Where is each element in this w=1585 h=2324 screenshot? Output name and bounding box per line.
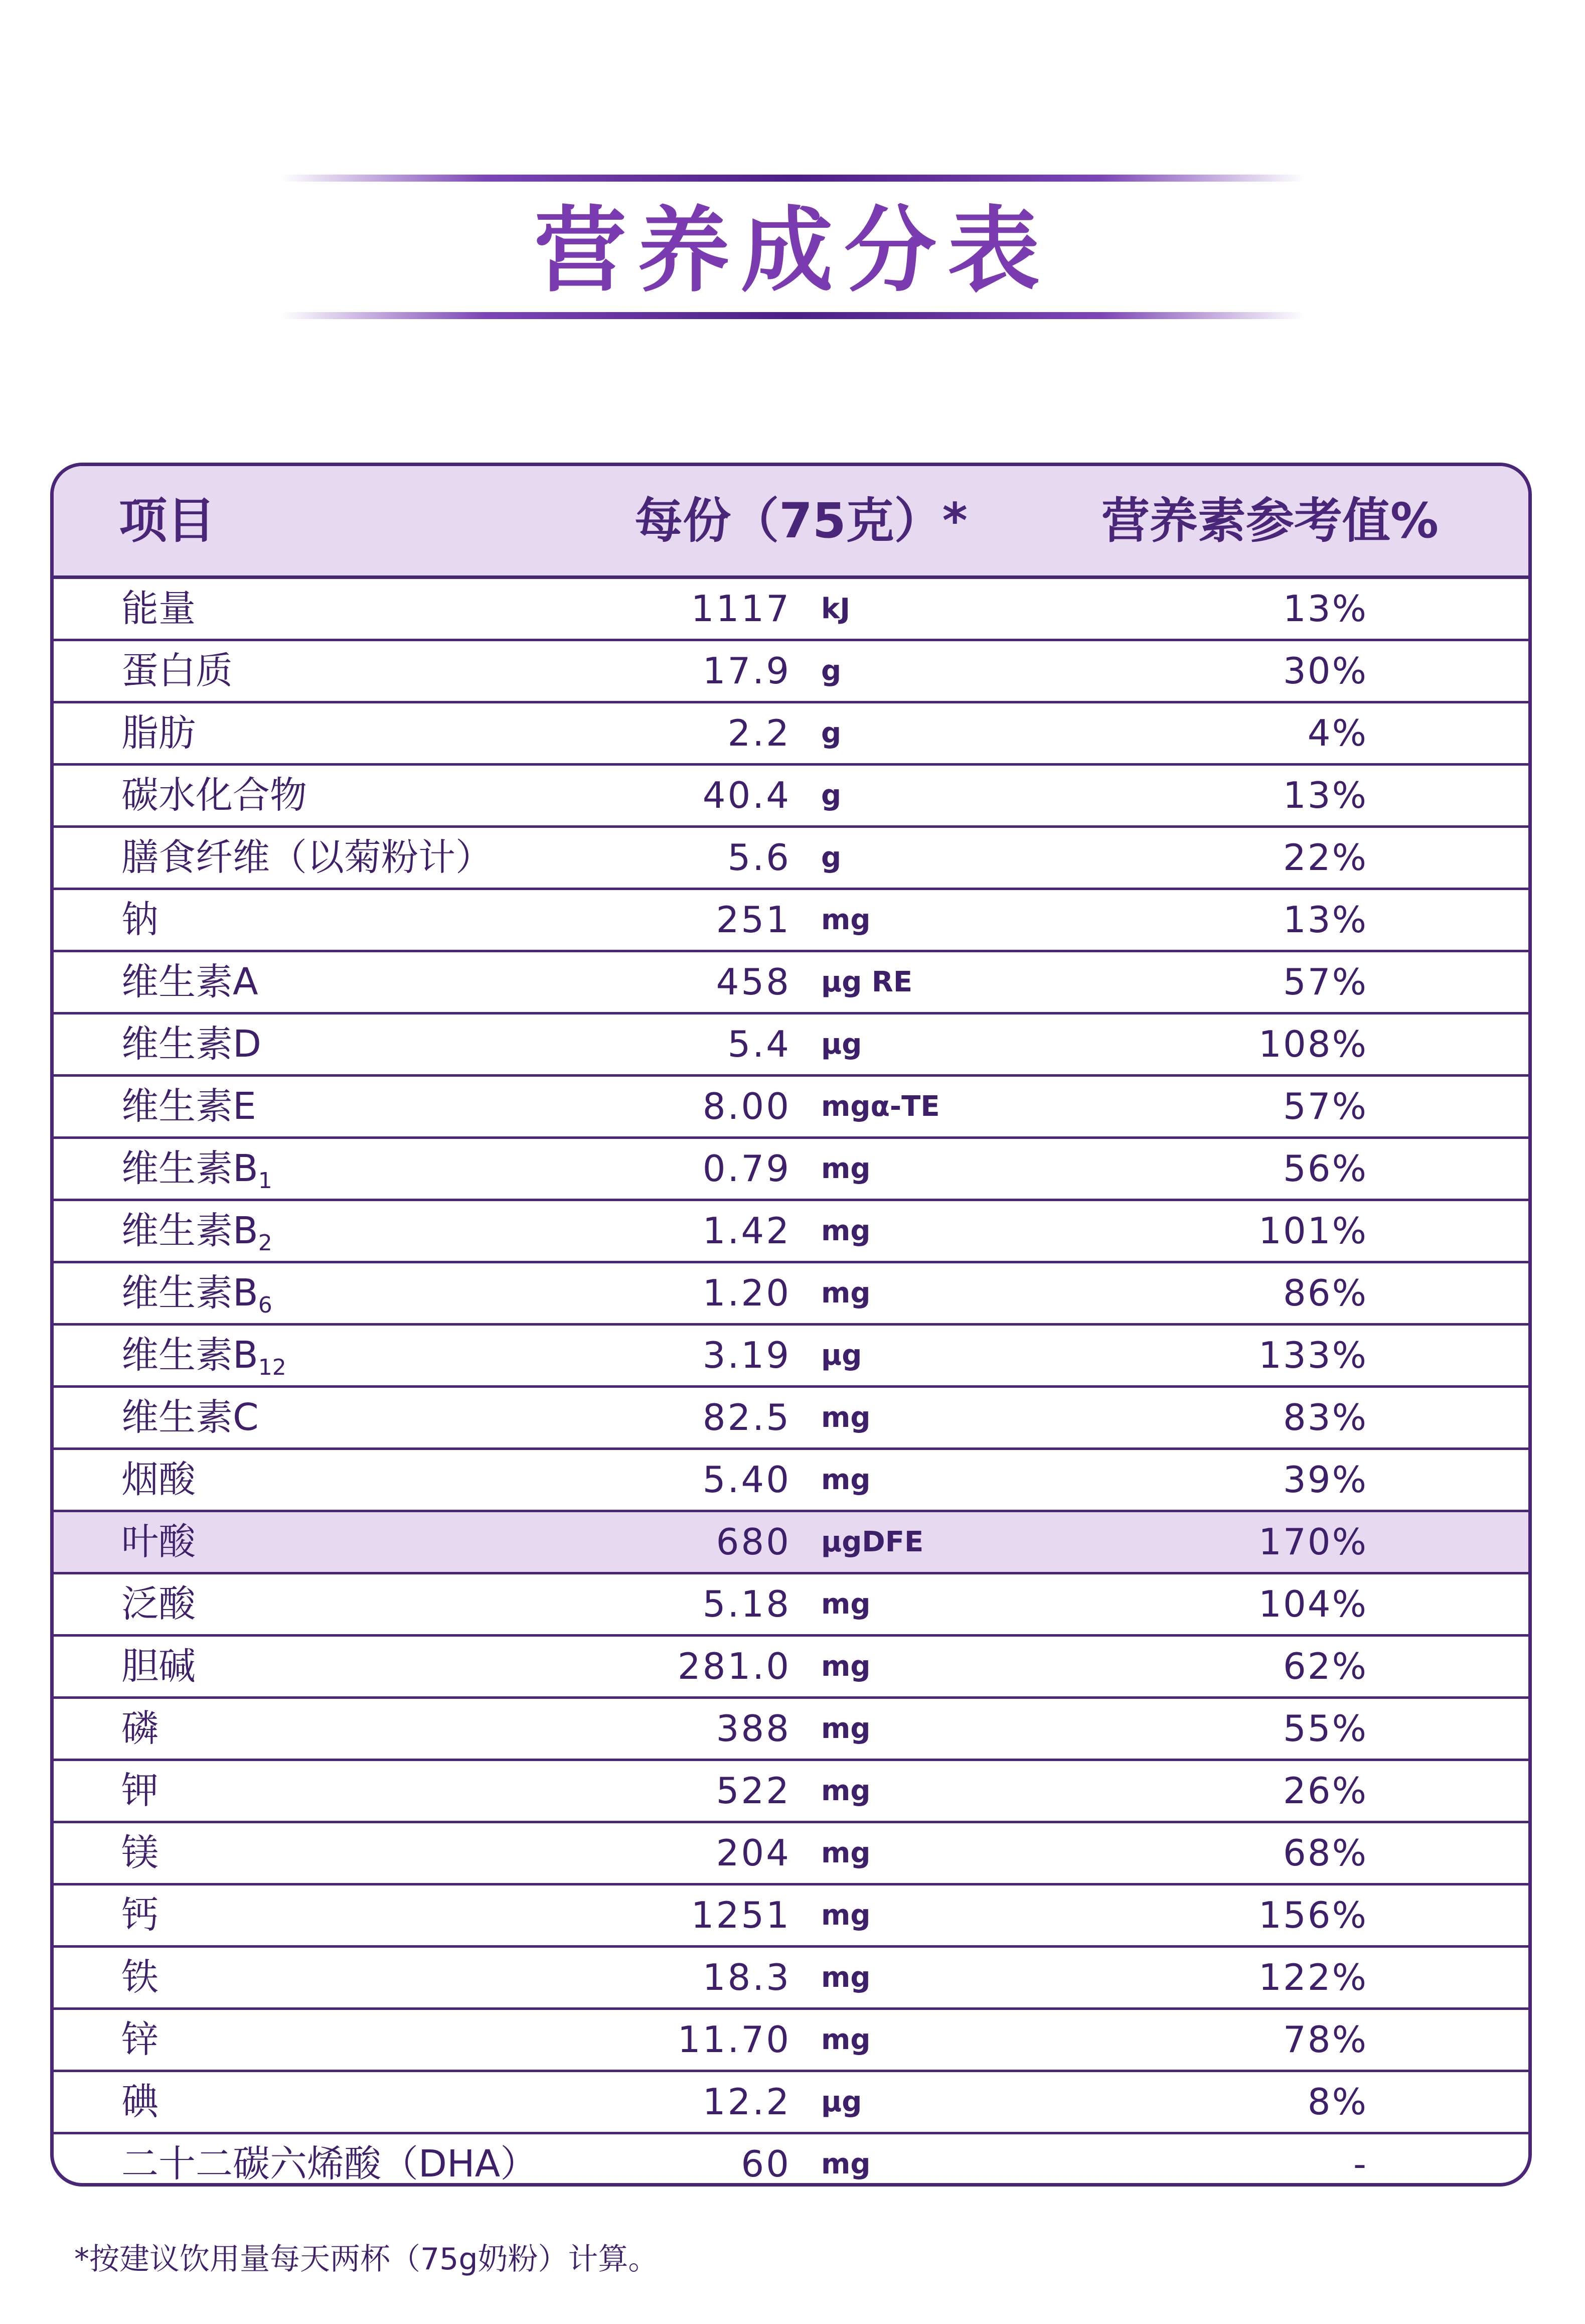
page-title: 营养成分表 (534, 197, 1051, 305)
nutrient-name-text: 钠 (121, 898, 158, 941)
nutrient-name (121, 1139, 272, 1199)
nutrient-unit: mg (821, 1712, 871, 1745)
nutrient-unit: mg (821, 1899, 871, 1932)
nutrient-nrv: 4% (1307, 712, 1368, 754)
nutrient-value: 8.00 (702, 1085, 791, 1127)
table-row (54, 1574, 1528, 1637)
nutrient-nrv: 86% (1283, 1272, 1368, 1314)
table-row (54, 1263, 1528, 1326)
nutrient-value: 17.9 (702, 650, 791, 692)
nutrient-name (121, 703, 196, 763)
table-row (54, 1326, 1528, 1388)
nutrient-value: 1251 (691, 1894, 791, 1936)
nutrient-value: 82.5 (702, 1396, 791, 1438)
table-row (54, 890, 1528, 952)
nutrient-name (121, 1699, 158, 1759)
nutrient-name-text: 烟酸 (121, 1458, 196, 1501)
nutrient-subscript: 1 (258, 1168, 272, 1194)
nutrient-value: 0.79 (702, 1147, 791, 1190)
nutrient-value: 2.2 (727, 712, 791, 754)
nutrient-value: 40.4 (702, 774, 791, 816)
nutrient-nrv: 78% (1283, 2018, 1368, 2061)
header-item: 项目 (119, 493, 215, 549)
nutrient-name (121, 1388, 259, 1447)
nutrient-value: 281.0 (677, 1645, 791, 1687)
table-row (54, 1450, 1528, 1512)
nutrient-value: 458 (716, 961, 791, 1003)
nutrient-name (121, 1326, 286, 1385)
nutrient-name-text: 能量 (121, 587, 196, 630)
nutrient-name-text: 泛酸 (121, 1582, 196, 1626)
nutrient-name (121, 766, 307, 825)
table-row (54, 1201, 1528, 1263)
title-top-rule (281, 175, 1304, 182)
nutrient-unit: mg (821, 1152, 871, 1185)
nutrient-name-text: 锌 (121, 2018, 158, 2061)
nutrient-unit: μgDFE (821, 1526, 924, 1558)
table-row (54, 1948, 1528, 2010)
nutrient-nrv: 104% (1258, 1583, 1368, 1625)
table-row (54, 1699, 1528, 1761)
nutrient-nrv: 68% (1283, 1832, 1368, 1874)
nutrient-name-text: 叶酸 (121, 1520, 196, 1563)
table-row (54, 703, 1528, 766)
nutrient-name (121, 2134, 537, 2187)
nutrient-name (121, 1823, 158, 1883)
nutrient-name-text: 碳水化合物 (121, 774, 307, 817)
nutrient-name (121, 1077, 256, 1136)
table-row (54, 1885, 1528, 1948)
nutrient-name-text: 铁 (121, 1956, 158, 1999)
nutrient-unit: g (821, 779, 842, 812)
nutrient-name-text: 蛋白质 (121, 649, 233, 692)
nutrient-nrv: 156% (1258, 1894, 1368, 1936)
nutrient-unit: g (821, 841, 842, 874)
nutrient-value: 60 (741, 2143, 791, 2185)
nutrient-subscript: 6 (258, 1292, 272, 1318)
footnote: *按建议饮用量每天两杯（75g奶粉）计算。 (74, 2242, 659, 2277)
nutrient-name-text: 碘 (121, 2080, 158, 2123)
nutrient-name-text: 维生素B (121, 1334, 258, 1377)
table-row (54, 2134, 1528, 2187)
nutrient-unit: mg (821, 2023, 871, 2056)
table-row (54, 952, 1528, 1014)
nutrient-nrv: 39% (1283, 1459, 1368, 1501)
nutrient-unit: g (821, 655, 842, 687)
table-row (54, 579, 1528, 641)
nutrient-nrv: 101% (1258, 1210, 1368, 1252)
table-row (54, 2010, 1528, 2072)
nutrient-unit: kJ (821, 593, 851, 625)
nutrient-unit: μg (821, 1339, 862, 1372)
nutrient-name-text: 维生素A (121, 960, 258, 1003)
nutrient-name-text: 镁 (121, 1831, 158, 1874)
nutrition-table (50, 463, 1532, 2187)
nutrient-value: 3.19 (702, 1334, 791, 1376)
nutrient-value: 18.3 (702, 1956, 791, 1998)
nutrient-value: 12.2 (702, 2081, 791, 2123)
nutrient-name-text: 钾 (121, 1769, 158, 1812)
table-row (54, 1823, 1528, 1885)
nutrient-name (121, 828, 493, 888)
nutrient-nrv: 57% (1283, 961, 1368, 1003)
table-row (54, 1014, 1528, 1077)
nutrient-unit: mg (821, 1215, 871, 1247)
nutrient-unit: mg (821, 1961, 871, 1994)
nutrient-name-text: 脂肪 (121, 711, 196, 755)
nutrient-name-text: 磷 (121, 1707, 158, 1750)
table-row (54, 641, 1528, 703)
nutrient-name-text: 膳食纤维（以菊粉计） (121, 836, 493, 879)
nutrient-nrv: 26% (1283, 1770, 1368, 1812)
table-row (54, 1139, 1528, 1201)
nutrient-name-text: 维生素B (121, 1147, 258, 1190)
nutrient-name-text: 维生素B (121, 1271, 258, 1315)
nutrient-nrv: 108% (1258, 1023, 1368, 1065)
nutrient-name (121, 1574, 196, 1634)
nutrient-name (121, 952, 258, 1012)
nutrient-name (121, 641, 233, 701)
header-nrv: 营养素参考值% (1101, 493, 1439, 549)
nutrient-nrv: 56% (1283, 1147, 1368, 1190)
nutrient-unit: mg (821, 1464, 871, 1496)
nutrient-name-text: 维生素B (121, 1209, 258, 1252)
nutrient-value: 1.42 (702, 1210, 791, 1252)
nutrient-name (121, 1885, 158, 1945)
nutrient-nrv: 83% (1283, 1396, 1368, 1438)
nutrient-nrv: 30% (1283, 650, 1368, 692)
nutrient-nrv: 13% (1283, 774, 1368, 816)
table-row (54, 1077, 1528, 1139)
table-header (54, 466, 1528, 579)
nutrient-unit: mg (821, 1401, 871, 1434)
nutrient-name (121, 1761, 158, 1821)
nutrient-value: 1117 (691, 588, 791, 630)
nutrient-nrv: 122% (1258, 1956, 1368, 1998)
table-row (54, 1388, 1528, 1450)
nutrient-subscript: 12 (258, 1355, 286, 1380)
nutrient-name-text: 胆碱 (121, 1645, 196, 1688)
nutrient-unit: mg (821, 904, 871, 936)
nutrient-nrv: 13% (1283, 899, 1368, 941)
nutrient-unit: mg (821, 1588, 871, 1621)
nutrient-nrv: 133% (1258, 1334, 1368, 1376)
nutrient-unit: μg (821, 2086, 862, 2118)
nutrient-name (121, 1512, 196, 1572)
header-amount: 每份（75克）* (635, 493, 968, 549)
nutrient-name (121, 1201, 272, 1261)
nutrient-name (121, 579, 196, 639)
table-row (54, 2072, 1528, 2134)
nutrient-nrv: 62% (1283, 1645, 1368, 1687)
nutrient-name (121, 1450, 196, 1510)
table-row (54, 1761, 1528, 1823)
nutrient-value: 204 (716, 1832, 791, 1874)
nutrient-value: 11.70 (677, 2018, 791, 2061)
nutrient-value: 680 (716, 1521, 791, 1563)
nutrient-name (121, 890, 158, 950)
nutrient-unit: mg (821, 1650, 871, 1683)
nutrient-name-text: 钙 (121, 1894, 158, 1937)
nutrient-nrv: 55% (1283, 1707, 1368, 1750)
nutrient-name (121, 1263, 272, 1323)
nutrient-value: 522 (716, 1770, 791, 1812)
table-row (54, 766, 1528, 828)
nutrient-nrv: 13% (1283, 588, 1368, 630)
nutrient-name (121, 1948, 158, 2007)
nutrient-unit: mg (821, 1277, 871, 1310)
nutrient-unit: g (821, 717, 842, 750)
nutrient-unit: μg (821, 1028, 862, 1061)
nutrient-value: 5.6 (727, 836, 791, 879)
nutrient-unit: mg (821, 2148, 871, 2181)
nutrient-name (121, 2010, 158, 2070)
nutrient-nrv: - (1353, 2143, 1368, 2185)
table-row (54, 828, 1528, 890)
nutrient-value: 251 (716, 899, 791, 941)
nutrient-name (121, 2072, 158, 2132)
title-block (0, 151, 1585, 351)
nutrient-name (121, 1014, 261, 1074)
nutrient-nrv: 57% (1283, 1085, 1368, 1127)
nutrient-nrv: 170% (1258, 1521, 1368, 1563)
nutrient-nrv: 8% (1307, 2081, 1368, 2123)
nutrient-nrv: 22% (1283, 836, 1368, 879)
nutrient-value: 5.40 (702, 1459, 791, 1501)
nutrient-name-text: 维生素D (121, 1023, 261, 1066)
nutrient-unit: μg RE (821, 966, 913, 998)
nutrient-value: 1.20 (702, 1272, 791, 1314)
nutrient-name-text: 维生素E (121, 1085, 256, 1128)
nutrient-name (121, 1637, 196, 1696)
title-bottom-rule (281, 312, 1304, 319)
nutrient-value: 388 (716, 1707, 791, 1750)
nutrient-value: 5.4 (727, 1023, 791, 1065)
nutrient-subscript: 2 (258, 1230, 272, 1256)
nutrient-unit: mg (821, 1775, 871, 1807)
nutrient-name-text: 二十二碳六烯酸（DHA） (121, 2142, 538, 2186)
nutrient-unit: mg (821, 1837, 871, 1869)
table-row (54, 1637, 1528, 1699)
nutrient-unit: mgα-TE (821, 1090, 940, 1123)
nutrient-value: 5.18 (702, 1583, 791, 1625)
table-row (54, 1512, 1528, 1574)
nutrient-name-text: 维生素C (121, 1396, 259, 1439)
